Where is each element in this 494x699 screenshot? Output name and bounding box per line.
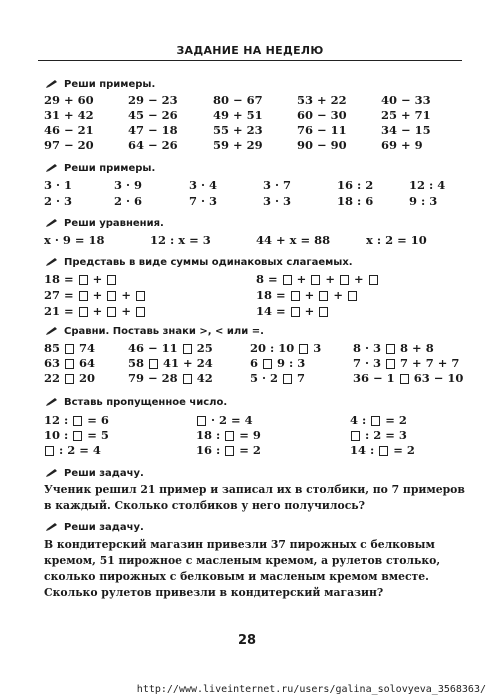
comparison-left: 79 − 28 <box>128 371 178 385</box>
answer-box[interactable] <box>225 431 234 441</box>
missing-number <box>350 413 407 427</box>
page-title: ЗАДАНИЕ НА НЕДЕЛЮ <box>176 44 324 57</box>
comparison-left: 85 <box>44 341 61 355</box>
task-heading <box>46 256 353 268</box>
comparison-right: 64 <box>79 356 96 370</box>
sum-row: 21 = + + <box>44 304 146 318</box>
missing-number <box>44 413 109 427</box>
answer-box[interactable] <box>79 307 88 317</box>
example: 46 − 21 <box>44 123 94 137</box>
example: 3 · 3 <box>263 194 292 208</box>
comparison-right: 74 <box>79 341 96 355</box>
answer-box[interactable] <box>340 275 349 285</box>
example: 60 − 30 <box>297 108 347 122</box>
task-text: Сравни. Поставь знаки >, < или =. <box>64 326 264 337</box>
expr-right: = 6 <box>87 413 109 427</box>
example: 3 · 4 <box>189 178 218 192</box>
task-text: Представь в виде суммы одинаковых слагаемых. <box>64 257 353 268</box>
example: 12 : 4 <box>409 178 446 192</box>
answer-box[interactable] <box>283 275 292 285</box>
problem-text: Ученик решил 21 пример и записал их в столбики, по 7 примеров в каждый. Сколько столбиков у него получилось? <box>44 483 465 512</box>
example: 34 − 15 <box>381 123 431 137</box>
sum-number: 14 = <box>256 304 286 318</box>
comparison <box>44 371 95 385</box>
answer-box[interactable] <box>73 431 82 441</box>
answer-box[interactable] <box>283 374 292 384</box>
example: 69 + 9 <box>381 138 423 152</box>
answer-box[interactable] <box>291 291 300 301</box>
example: 40 − 33 <box>381 93 431 107</box>
comparison-right: 9 : 3 <box>277 356 306 370</box>
answer-box[interactable] <box>291 307 300 317</box>
pencil-icon <box>46 217 59 227</box>
answer-box[interactable] <box>225 446 234 456</box>
example: 9 : 3 <box>409 194 438 208</box>
answer-box[interactable] <box>149 359 158 369</box>
example: 18 : 6 <box>337 194 374 208</box>
sum-row: 18 = + + <box>256 288 358 302</box>
comparison-left: 5 · 2 <box>250 371 279 385</box>
pencil-icon <box>46 256 59 266</box>
example: 80 − 67 <box>213 93 263 107</box>
comparison <box>250 341 321 355</box>
comparison-left: 46 − 11 <box>128 341 178 355</box>
answer-box[interactable] <box>183 374 192 384</box>
page-number: 28 <box>237 633 257 648</box>
example: 45 − 26 <box>128 108 178 122</box>
comparison <box>44 341 95 355</box>
task-heading <box>46 467 144 479</box>
example: 53 + 22 <box>297 93 347 107</box>
expr-right: : 2 = 3 <box>365 428 407 442</box>
answer-box[interactable] <box>197 416 206 426</box>
example: 25 + 71 <box>381 108 431 122</box>
pencil-icon <box>46 521 59 531</box>
task-heading <box>46 217 164 229</box>
sum-row: 27 = + + <box>44 288 146 302</box>
comparison <box>128 341 213 355</box>
pencil-icon <box>46 325 59 335</box>
equation: x · 9 = 18 <box>44 233 105 247</box>
answer-box[interactable] <box>183 344 192 354</box>
example: 76 − 11 <box>297 123 347 137</box>
answer-box[interactable] <box>79 275 88 285</box>
answer-box[interactable] <box>379 446 388 456</box>
task-heading <box>46 396 227 408</box>
comparison-left: 7 · 3 <box>353 356 382 370</box>
answer-box[interactable] <box>348 291 357 301</box>
expr-right: · 2 = 4 <box>211 413 253 427</box>
answer-box[interactable] <box>45 446 54 456</box>
pencil-icon <box>46 162 59 172</box>
comparison <box>353 371 463 385</box>
answer-box[interactable] <box>65 374 74 384</box>
task-text: Реши уравнения. <box>64 218 164 229</box>
expr-right: = 9 <box>239 428 261 442</box>
expr-right: = 2 <box>385 413 407 427</box>
task-text: Реши задачу. <box>64 522 144 533</box>
answer-box[interactable] <box>136 307 145 317</box>
equation: x : 2 = 10 <box>366 233 427 247</box>
answer-box[interactable] <box>386 359 395 369</box>
example: 3 · 9 <box>114 178 143 192</box>
expr-left: 16 : <box>196 443 221 457</box>
comparison-right: 20 <box>79 371 96 385</box>
expr-left: 14 : <box>350 443 375 457</box>
pencil-icon <box>46 396 59 406</box>
example: 97 − 20 <box>44 138 94 152</box>
example: 3 · 1 <box>44 178 73 192</box>
missing-number <box>44 443 101 457</box>
watermark-url: http://www.liveinternet.ru/users/galina_solovyeva_3568363/ <box>136 684 486 695</box>
expr-right: = 2 <box>239 443 261 457</box>
example: 7 · 3 <box>189 194 218 208</box>
sum-row: 8 = + + + <box>256 272 379 286</box>
sum-number: 27 = <box>44 288 74 302</box>
missing-number <box>196 413 253 427</box>
expr-right: = 5 <box>87 428 109 442</box>
comparison <box>128 371 213 385</box>
answer-box[interactable] <box>299 344 308 354</box>
task-text: Вставь пропущенное число. <box>64 397 228 408</box>
comparison-left: 36 − 1 <box>353 371 395 385</box>
sum-number: 18 = <box>44 272 74 286</box>
answer-box[interactable] <box>107 307 116 317</box>
answer-box[interactable] <box>263 359 272 369</box>
equation: 12 : x = 3 <box>150 233 211 247</box>
missing-number <box>350 443 415 457</box>
task-heading <box>46 325 264 337</box>
comparison-left: 8 · 3 <box>353 341 382 355</box>
sum-number: 18 = <box>256 288 286 302</box>
example: 31 + 42 <box>44 108 94 122</box>
problem-text: В кондитерский магазин привезли 37 пирожных с белковым кремом, 51 пирожное с масленым кремом, а рулетов столько, сколько пирожных с белковым и масленым кремом вместе. Сколько рулетов привезли в кондитерский магазин? <box>44 538 441 599</box>
answer-box[interactable] <box>400 374 409 384</box>
example: 3 · 7 <box>263 178 292 192</box>
answer-box[interactable] <box>311 275 320 285</box>
comparison-right: 42 <box>196 371 213 385</box>
example: 55 + 23 <box>213 123 263 137</box>
comparison <box>353 341 434 355</box>
comparison-left: 22 <box>44 371 61 385</box>
missing-number <box>44 428 109 442</box>
task-text: Реши примеры. <box>64 163 156 174</box>
task-heading <box>46 78 155 90</box>
comparison-right: 25 <box>196 341 213 355</box>
answer-box[interactable] <box>73 416 82 426</box>
answer-box[interactable] <box>319 307 328 317</box>
comparison-left: 20 : 10 <box>250 341 295 355</box>
expr-left: 10 : <box>44 428 69 442</box>
example: 29 − 23 <box>128 93 178 107</box>
pencil-icon <box>46 78 59 88</box>
comparison-right: 7 <box>297 371 306 385</box>
example: 29 + 60 <box>44 93 94 107</box>
comparison-right: 41 + 24 <box>163 356 213 370</box>
pencil-icon <box>46 467 59 477</box>
expr-right: = 2 <box>393 443 415 457</box>
comparison-right: 3 <box>313 341 322 355</box>
expr-left: 12 : <box>44 413 69 427</box>
comparison <box>250 356 305 370</box>
answer-box[interactable] <box>371 416 380 426</box>
example: 16 : 2 <box>337 178 374 192</box>
example: 2 · 3 <box>44 194 73 208</box>
example: 90 − 90 <box>297 138 347 152</box>
missing-number <box>196 443 261 457</box>
sum-row: 18 = + <box>44 272 117 286</box>
expr-left: 18 : <box>196 428 221 442</box>
equation: 44 + x = 88 <box>256 233 331 247</box>
task-text: Реши примеры. <box>64 79 156 90</box>
answer-box[interactable] <box>319 291 328 301</box>
answer-box[interactable] <box>107 291 116 301</box>
answer-box[interactable] <box>351 431 360 441</box>
sum-number: 8 = <box>256 272 278 286</box>
example: 64 − 26 <box>128 138 178 152</box>
example: 47 − 18 <box>128 123 178 137</box>
expr-right: : 2 = 4 <box>59 443 101 457</box>
example: 49 + 51 <box>213 108 263 122</box>
sum-row: 14 = + <box>256 304 329 318</box>
comparison-left: 6 <box>250 356 259 370</box>
comparison-right: 7 + 7 + 7 <box>400 356 460 370</box>
comparison <box>44 356 95 370</box>
answer-box[interactable] <box>79 291 88 301</box>
answer-box[interactable] <box>386 344 395 354</box>
comparison-right: 8 + 8 <box>400 341 434 355</box>
task-heading <box>46 521 144 533</box>
comparison <box>250 371 305 385</box>
answer-box[interactable] <box>369 275 378 285</box>
expr-left: 4 : <box>350 413 367 427</box>
answer-box[interactable] <box>107 275 116 285</box>
comparison <box>128 356 213 370</box>
comparison-left: 63 <box>44 356 61 370</box>
task-heading <box>46 162 155 174</box>
missing-number <box>350 428 407 442</box>
missing-number <box>196 428 261 442</box>
answer-box[interactable] <box>136 291 145 301</box>
comparison-left: 58 <box>128 356 145 370</box>
comparison <box>353 356 459 370</box>
answer-box[interactable] <box>65 344 74 354</box>
example: 2 · 6 <box>114 194 143 208</box>
example: 59 + 29 <box>213 138 263 152</box>
comparison-right: 63 − 10 <box>413 371 464 385</box>
answer-box[interactable] <box>65 359 74 369</box>
sum-number: 21 = <box>44 304 74 318</box>
task-text: Реши задачу. <box>64 468 144 479</box>
header-rule <box>38 60 462 61</box>
